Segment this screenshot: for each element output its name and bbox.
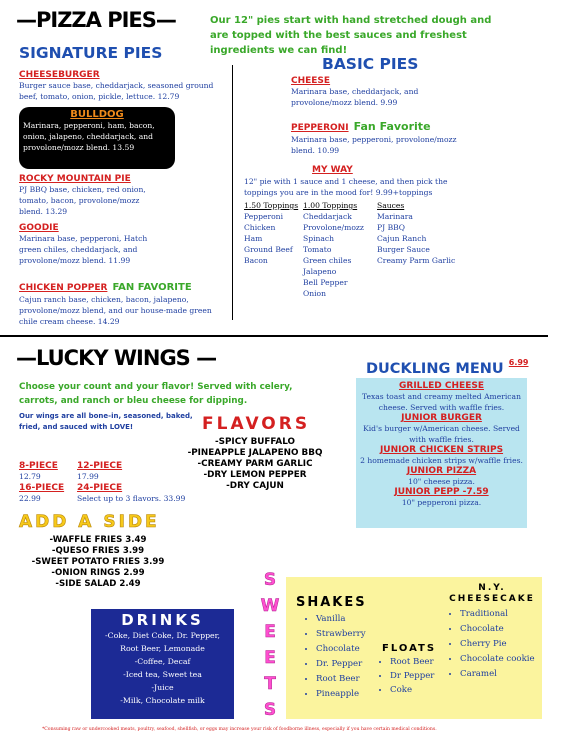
list-item: Bell Pepper xyxy=(303,278,348,287)
col-head: 1.00 Toppings xyxy=(303,201,358,210)
count-24 xyxy=(77,483,227,504)
fan-favorite: Fan Favorite xyxy=(353,120,431,133)
item-popper xyxy=(19,275,219,327)
list-item: Ground Beef xyxy=(244,245,293,254)
cheesecake-item: • Traditional xyxy=(460,607,535,622)
sweets-letters xyxy=(259,567,281,723)
duckling-item xyxy=(356,445,527,466)
cheesecake-list xyxy=(446,607,535,682)
drink-item: -Iced tea, Sweet tea xyxy=(123,670,202,679)
list-item: Onion xyxy=(303,289,327,298)
flavors-title: FLAVORS xyxy=(202,414,311,434)
item-desc: PJ BBQ base, chicken, red onion, tomato, bacon, provolone/mozz blend. 13.29 xyxy=(19,185,146,216)
sweets-letter: E xyxy=(264,648,276,668)
wings-note: Our wings are all bone-in, seasoned, baked, fried, and sauced with LOVE! xyxy=(19,412,193,431)
list-item: Marinara xyxy=(377,212,413,221)
shakes-title: SHAKES xyxy=(296,595,367,610)
cheesecake-item: • Cherry Pie xyxy=(460,637,535,652)
side-item: -QUESO FRIES 3.99 xyxy=(51,546,145,556)
shakes-list xyxy=(302,612,366,702)
shake-item: • Pineapple xyxy=(316,687,366,702)
wings-title: —LUCKY WINGS — xyxy=(16,346,217,370)
item-desc: Cajun ranch base, chicken, bacon, jalapeno, provolone/mozz blend, and our house-made green chile cream cheese. 14.29 xyxy=(19,295,212,326)
item-goodie xyxy=(19,223,159,266)
list-item: Cajun Ranch xyxy=(377,234,427,243)
cheesecake-item: • Caramel xyxy=(460,667,535,682)
list-item: Provolone/mozz xyxy=(303,223,364,232)
item-desc: 10" cheese pizza. xyxy=(408,477,475,486)
sweets-letter: W xyxy=(260,596,280,616)
duckling-heading: DUCKLING MENU xyxy=(366,361,504,377)
item-name: BULLDOG xyxy=(70,109,124,120)
duckling-price: 6.99 xyxy=(508,358,529,367)
item-name: JUNIOR PIZZA xyxy=(406,466,477,476)
duckling-item xyxy=(356,413,527,445)
list-item: Chicken xyxy=(244,223,276,232)
drinks-box xyxy=(91,609,234,719)
count-12 xyxy=(77,461,122,482)
signature-title: SIGNATURE PIES xyxy=(19,44,163,62)
footer-disclaimer: *Consuming raw or undercooked meats, poultry, seafood, shellfish, or eggs may increase your risk of foodborne illness, especially if you have certain medical conditions. xyxy=(42,727,437,732)
float-item: • Coke xyxy=(390,683,434,697)
item-name: CHEESE xyxy=(291,76,331,86)
shake-item: • Dr. Pepper xyxy=(316,657,366,672)
pizza-pies-title: —PIZZA PIES— xyxy=(16,8,176,32)
basic-title: BASIC PIES xyxy=(322,55,419,73)
list-item: Green chiles xyxy=(303,256,352,265)
float-item: • Dr Pepper xyxy=(390,669,434,683)
shake-item: • Strawberry xyxy=(316,627,366,642)
flavor-item: -SPICY BUFFALO xyxy=(214,437,296,447)
count-price: 22.99 xyxy=(19,494,41,503)
tagline: Our 12" pies start with hand stretched dough and are topped with the best sauces and freshest ingredients we can find! xyxy=(210,15,492,56)
sweets-letter: E xyxy=(264,622,276,642)
item-name: ROCKY MOUNTAIN PIE xyxy=(19,174,131,184)
float-item: • Root Beer xyxy=(390,655,434,669)
count-price: 12.79 xyxy=(19,472,41,481)
sauces-col xyxy=(377,200,467,266)
cheesecake-title-line2: CHEESECAKE xyxy=(449,594,535,604)
list-item: PJ BBQ xyxy=(377,223,405,232)
side-item: -ONION RINGS 2.99 xyxy=(51,568,145,578)
item-name: GRILLED CHEESE xyxy=(399,381,484,391)
col-head: Sauces xyxy=(377,201,405,210)
flavor-item: -PINEAPPLE JALAPENO BBQ xyxy=(187,448,323,458)
item-desc: Marinara, pepperoni, ham, bacon, onion, jalapeno, cheddarjack, and provolone/mozz blend. 13.59 xyxy=(23,121,155,152)
count-name: 8-PIECE xyxy=(19,461,58,471)
item-desc: Burger sauce base, cheddarjack, seasoned ground beef, tomato, onion, pickle, lettuce. 12.79 xyxy=(19,81,214,101)
sweets-letter: T xyxy=(264,674,276,694)
item-desc: Marinara base, pepperoni, Hatch green chiles, cheddarjack, and provolone/mozz blend. 11.99 xyxy=(19,234,148,265)
item-cheese xyxy=(291,76,431,108)
floats-list xyxy=(376,655,434,697)
drinks-list xyxy=(91,629,234,707)
item-cheeseburger xyxy=(19,70,219,102)
item-desc: Texas toast and creamy melted American cheese. Served with waffle fries. xyxy=(362,392,521,412)
count-name: 16-PIECE xyxy=(19,483,65,493)
item-desc: Marinara base, pepperoni, provolone/mozz blend. 10.99 xyxy=(291,135,457,155)
list-item: Burger Sauce xyxy=(377,245,430,254)
item-bulldog xyxy=(19,107,175,169)
toppings-col-150 xyxy=(244,200,306,266)
list-item: Pepperoni xyxy=(244,212,283,221)
count-price: 17.99 xyxy=(77,472,99,481)
shake-item: • Vanilla xyxy=(316,612,366,627)
my-way-desc: 12" pie with 1 sauce and 1 cheese, and then pick the toppings you are in the mood for! 9.99+toppings xyxy=(244,177,448,197)
wings-intro: Choose your count and your flavor! Served with celery, carrots, and ranch or bleu cheese for dipping. xyxy=(19,382,293,406)
item-desc: 10" pepperoni pizza. xyxy=(401,498,482,507)
side-title: ADD A SIDE xyxy=(19,512,160,532)
count-8 xyxy=(19,461,58,482)
divider-vertical xyxy=(232,65,233,320)
shake-item: • Root Beer xyxy=(316,672,366,687)
count-price: Select up to 3 flavors. 33.99 xyxy=(77,494,186,503)
list-item: Ham xyxy=(244,234,263,243)
item-name: CHEESEBURGER xyxy=(19,70,100,80)
list-item: Spinach xyxy=(303,234,335,243)
drink-item: Root Beer, Lemonade xyxy=(120,644,205,653)
item-desc: Marinara base, cheddarjack, and provolone/mozz blend. 9.99 xyxy=(291,87,419,107)
fan-favorite: FAN FAVORITE xyxy=(112,282,192,293)
drink-item: -Coke, Diet Coke, Dr. Pepper, xyxy=(104,631,221,640)
toppings-col-100 xyxy=(303,200,375,299)
item-name: JUNIOR PEPP -7.59 xyxy=(394,487,489,497)
duckling-item xyxy=(356,487,527,508)
flavor-item: -DRY LEMON PEPPER xyxy=(203,470,307,480)
side-list xyxy=(18,535,178,590)
col-head: 1.50 Toppings xyxy=(244,201,299,210)
side-item: -SIDE SALAD 2.49 xyxy=(55,579,141,589)
list-item: Creamy Parm Garlic xyxy=(377,256,456,265)
item-name: PEPPERONI xyxy=(291,123,349,133)
cheesecake-title-line1: N.Y. xyxy=(478,583,506,593)
drink-item: -Juice xyxy=(151,683,174,692)
drink-item: -Milk, Chocolate milk xyxy=(120,696,205,705)
cheesecake-title xyxy=(444,583,540,605)
sweets-letter: S xyxy=(263,570,277,590)
flavor-item: -CREAMY PARM GARLIC xyxy=(197,459,313,469)
item-name: CHICKEN POPPER xyxy=(19,283,108,293)
list-item: Bacon xyxy=(244,256,268,265)
side-item: -WAFFLE FRIES 3.49 xyxy=(49,535,147,545)
duckling-title xyxy=(366,358,529,377)
count-16 xyxy=(19,483,64,504)
sweets-letter: S xyxy=(263,700,277,720)
list-item: Cheddarjack xyxy=(303,212,352,221)
item-name: GOODIE xyxy=(19,223,59,233)
item-pepperoni xyxy=(291,115,466,156)
sweets-box xyxy=(286,577,542,719)
duckling-box xyxy=(356,378,527,528)
my-way-title: MY WAY xyxy=(312,165,353,175)
side-item: -SWEET POTATO FRIES 3.99 xyxy=(31,557,165,567)
item-name: JUNIOR BURGER xyxy=(401,413,482,423)
divider-horizontal xyxy=(0,335,548,337)
item-desc: 2 homemade chicken strips w/waffle fries. xyxy=(360,456,523,465)
drink-item: -Coffee, Decaf xyxy=(134,657,191,666)
count-name: 12-PIECE xyxy=(77,461,123,471)
floats-title: FLOATS xyxy=(382,643,437,654)
flavor-item: -DRY CAJUN xyxy=(226,481,284,491)
cheesecake-item: • Chocolate xyxy=(460,622,535,637)
drinks-title: DRINKS xyxy=(121,611,204,629)
item-name: JUNIOR CHICKEN STRIPS xyxy=(379,445,504,455)
item-desc: Kid's burger w/American cheese. Served with waffle fries. xyxy=(363,424,520,444)
duckling-item xyxy=(356,466,527,487)
shake-item: • Chocolate xyxy=(316,642,366,657)
duckling-item xyxy=(356,381,527,413)
list-item: Tomato xyxy=(303,245,332,254)
count-name: 24-PIECE xyxy=(77,483,123,493)
cheesecake-item: • Chocolate cookie xyxy=(460,652,535,667)
item-rocky xyxy=(19,174,159,217)
list-item: Jalapeno xyxy=(303,267,337,276)
